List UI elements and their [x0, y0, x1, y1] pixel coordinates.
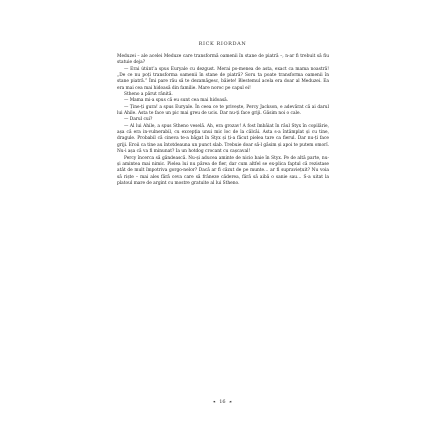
page-number: 16 — [219, 399, 226, 405]
paragraph: — Al lui Ahile, a spus Stheno veselă. Ah, era grozav! A fost îmbăiat în râul Styx în copilărie, așa că era in-vulnerabil, cu excepția unui mic loc de la călcâi. Asta s-a întâmplat și cu tine, dragule. Probabil că cineva te-a băgat în Styx și ți-a făcut pielea tare ca fierul. Dar nu-ți face griji. Eroii ca tine au întotdeauna un punct slab. Trebuie doar să-l găsim și apoi te putem omorî. Nu-i așa că va fi minunat? Ia un hotdog crocant cu cașcaval! — [117, 123, 329, 155]
ornament-left-icon: ❧ — [212, 399, 216, 404]
ornament-right-icon: ☙ — [228, 399, 233, 404]
body-text — [117, 54, 329, 187]
paragraph: Stheno a părut rănită. — [124, 92, 173, 98]
paragraph: — Mama mi-a spus că eu sunt cea mai hidoasă. — [124, 98, 229, 104]
paragraph: — Darul cui? — [124, 117, 153, 123]
page-footer — [0, 399, 445, 405]
paragraph: — Ține-ți gura! a spus Euryale. În ceea ce te privește, Percy Jackson, e adevărat că ai darul lui Ahile. Asta te face un pic mai greu de ucis. Dar nu-ți face griji. Găsim noi o cale. — [117, 104, 329, 117]
running-head: RICK RIORDAN — [198, 41, 247, 47]
paragraph: Meduzei – ale acelei Meduze care transformă oamenii în stane de piatră –, n-ar fi trebuit să fiu statuie deja? — [117, 54, 329, 66]
paragraph: — Erai útúnt’a spus Euryale cu dezgust. Merai po-menea de asta, exact ca mama noastră! „De ce nu poți transforma oamenii în stane de piatră? Soru ta poate transforma oamenii în stane piatră.” Îmi pare rău să te dezamăgesc, băiete! Blestemul acela era doar al Meduzei. Ea era mai cea mai hidoasă din familie. Mare noroc pe capul ei! — [117, 66, 329, 91]
paragraph: Percy încerca să gândească. Nu-și aducea aminte de nicio baie în Styx. Pe de altă parte, nu-și amintea mai nimic. Pielea lui nu părea de fier, dar cum altfel se ex-plica faptul că rezistase atât de mult împotriva gorgo-nelor? Dacă ar fi căzut de pe munte… ar fi supraviețuit? Nu voia să riște – mai ales fără ceva care să frâneze căderea, fără să aibă o sanie sau… S-a uitat la platoul mare de argint cu mostre gratuite al lui Stheno. — [117, 155, 329, 186]
